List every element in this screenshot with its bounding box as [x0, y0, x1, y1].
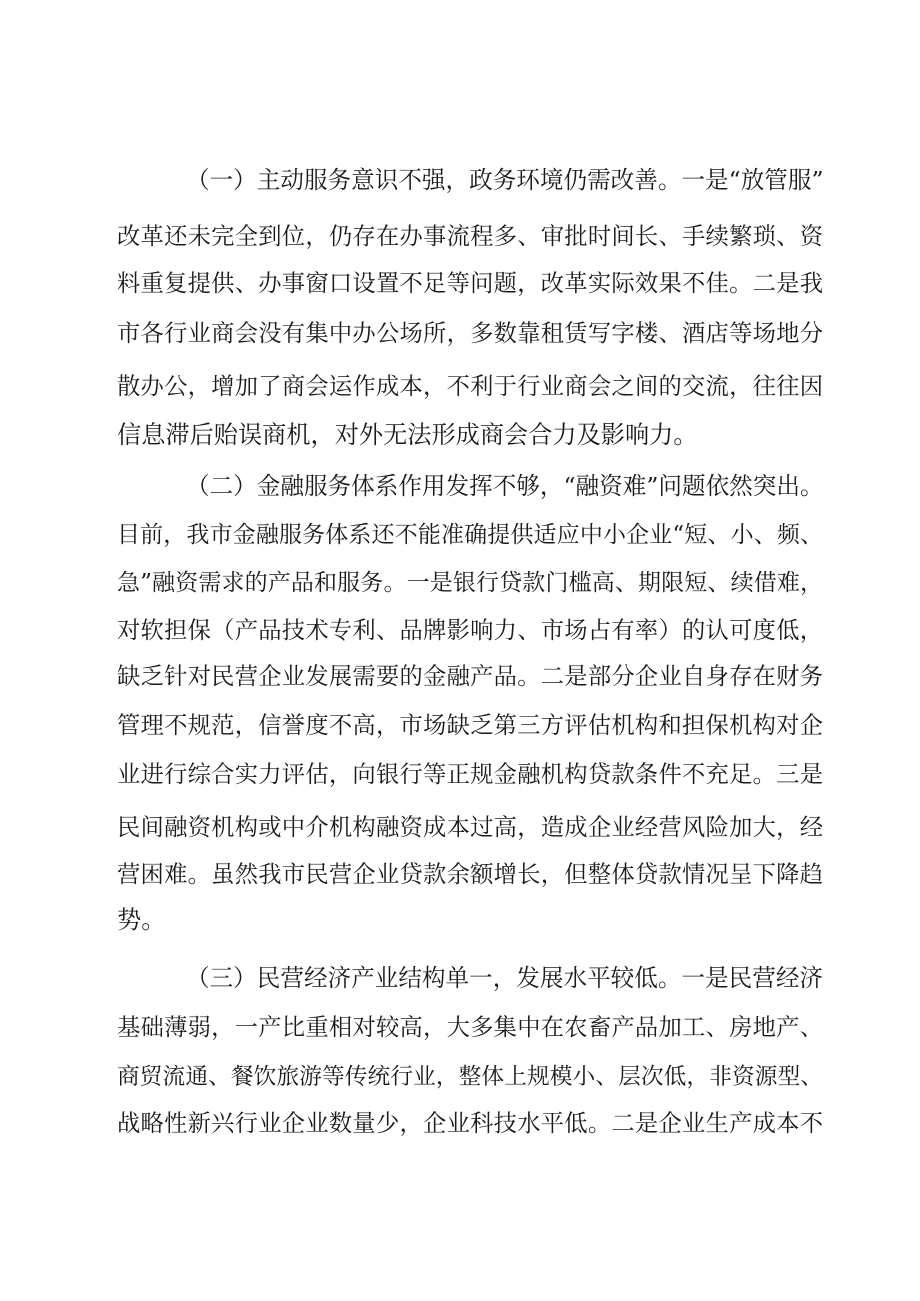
text-line: 缺乏针对民营企业发展需要的金融产品。二是部分企业自身存在财务	[117, 663, 823, 690]
text-line: 管理不规范，信誉度不高，市场缺乏第三方评估机构和担保机构对企	[117, 712, 823, 739]
text-line: 商贸流通、餐饮旅游等传统行业，整体上规模小、层次低，非资源型、	[117, 1064, 823, 1090]
text-line: （一）主动服务意识不强，政务环境仍需改善。一是“放管服”	[186, 166, 824, 194]
text-line: 营困难。虽然我市民营企业贷款余额增长，但整体贷款情况呈下降趋	[117, 861, 823, 888]
text-line: 民间融资机构或中介机构融资成本过高，造成企业经营风险加大，经	[117, 814, 823, 841]
text-line: 对软担保（产品技术专利、品牌影响力、市场占有率）的认可度低，	[117, 617, 823, 644]
text-line: 散办公，增加了商会运作成本，不利于行业商会之间的交流，往往因	[117, 373, 823, 400]
text-line: 信息滞后贻误商机，对外无法形成商会合力及影响力。	[117, 421, 698, 449]
text-line: 市各行业商会没有集中办公场所，多数靠租赁写字楼、酒店等场地分	[117, 320, 823, 347]
text-line: （二）金融服务体系作用发挥不够，“融资难”问题依然突出。	[186, 472, 824, 500]
text-line: 料重复提供、办事窗口设置不足等问题，改革实际效果不佳。二是我	[117, 270, 823, 297]
text-line: 基础薄弱，一产比重相对较高，大多集中在农畜产品加工、房地产、	[117, 1014, 823, 1041]
text-line: 改革还未完全到位，仍存在办事流程多、审批时间长、手续繁琐、资	[117, 223, 823, 250]
text-line: 目前，我市金融服务体系还不能准确提供适应中小企业“短、小、频、	[117, 522, 823, 548]
text-line: （三）民营经济产业结构单一，发展水平较低。一是民营经济	[186, 964, 824, 992]
text-line: 战略性新兴行业企业数量少，企业科技水平低。二是企业生产成本不	[117, 1110, 823, 1137]
text-line: 业进行综合实力评估，向银行等正规金融机构贷款条件不充足。三是	[117, 761, 823, 788]
text-line: 势。	[117, 906, 166, 934]
text-line: 急”融资需求的产品和服务。一是银行贷款门槛高、期限短、续借难，	[117, 570, 823, 596]
